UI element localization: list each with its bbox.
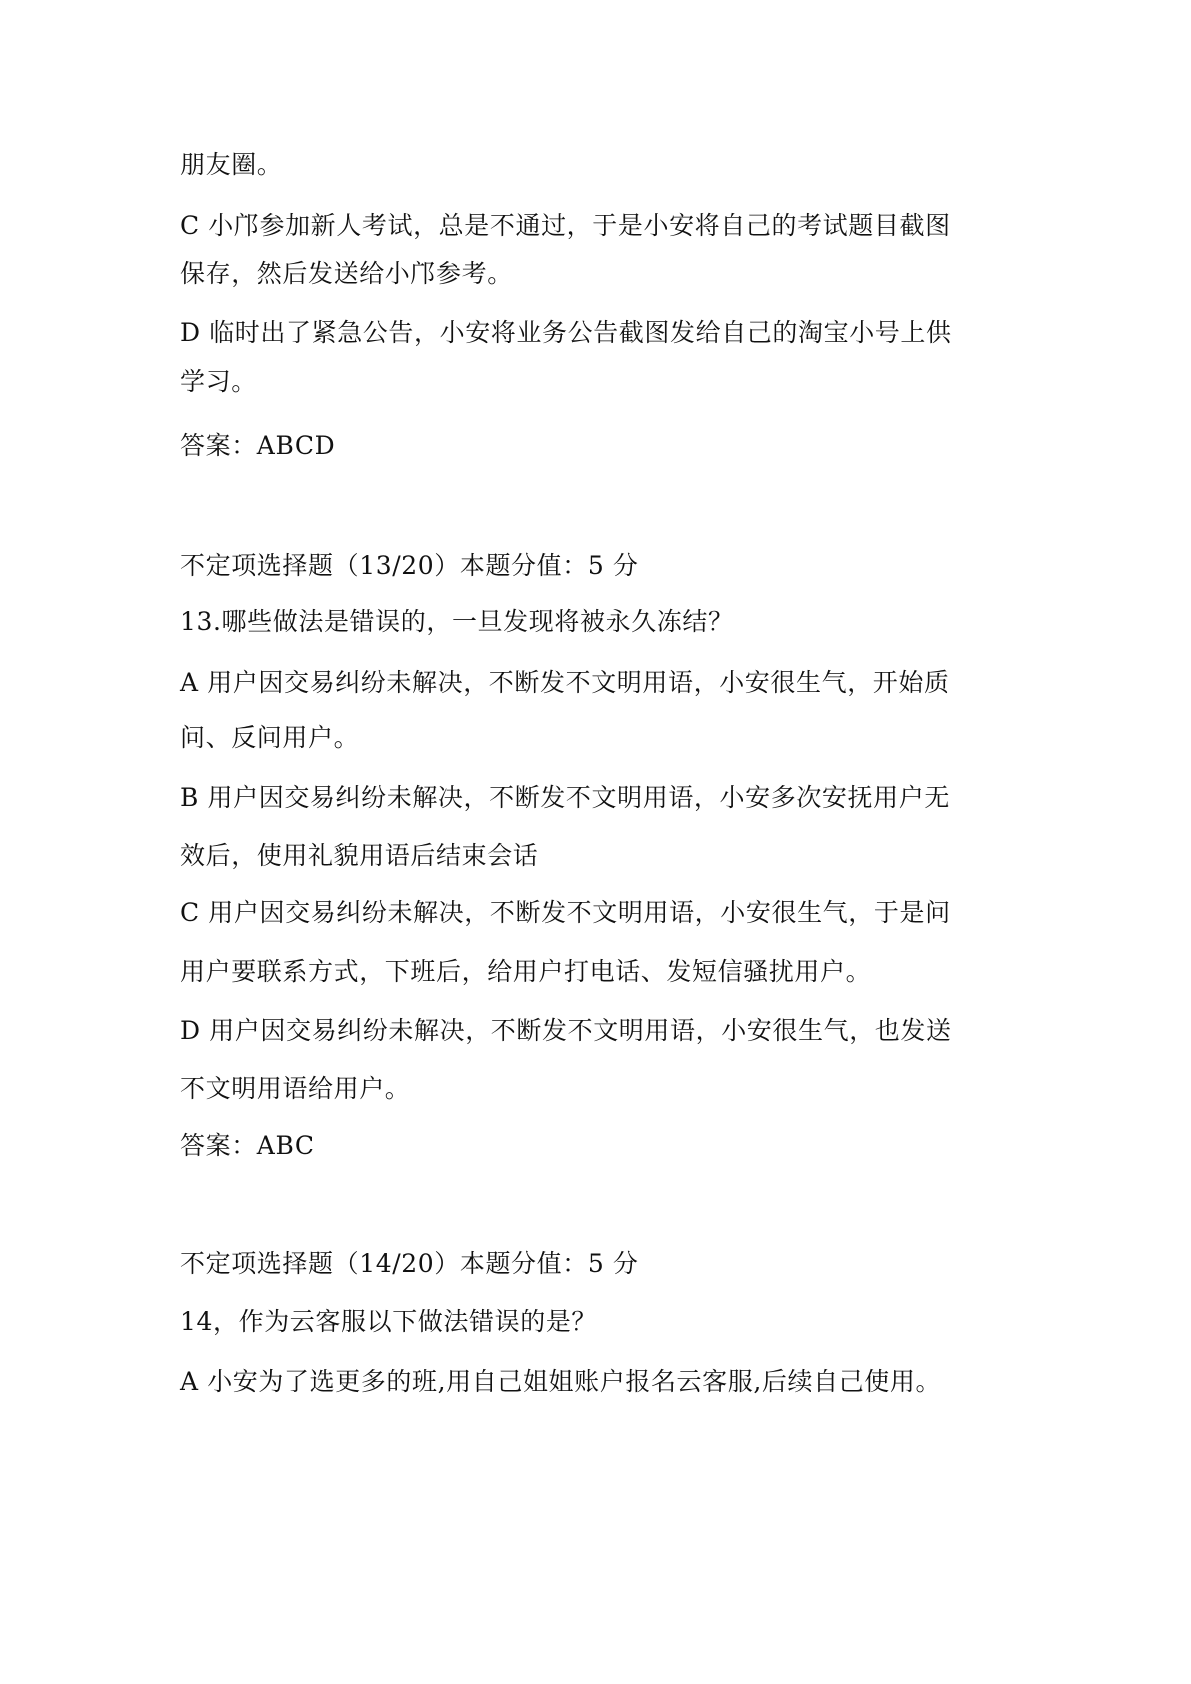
- question-14-text: 14，作为云客服以下做法错误的是？: [180, 1307, 598, 1336]
- question-13-option-b-line-1: B 用户因交易纠纷未解决，不断发不文明用语，小安多次安抚用户无: [180, 783, 950, 812]
- option-d-line-1: D 临时出了紧急公告，小安将业务公告截图发给自己的淘宝小号上供: [180, 318, 952, 347]
- option-c-line-1: C 小邝参加新人考试，总是不通过，于是小安将自己的考试题目截图: [180, 211, 951, 240]
- question-14-option-a: A 小安为了选更多的班,用自己姐姐账户报名云客服,后续自己使用。: [180, 1367, 942, 1396]
- answer-line-13: 答案：ABC: [180, 1131, 315, 1160]
- option-d-line-2: 学习。: [180, 367, 257, 396]
- question-13-option-b-line-2: 效后，使用礼貌用语后结束会话: [180, 841, 539, 870]
- question-13-option-a-line-1: A 用户因交易纠纷未解决，不断发不文明用语，小安很生气，开始质: [180, 668, 950, 697]
- question-13-option-d-line-2: 不文明用语给用户。: [180, 1074, 411, 1103]
- question-13-option-c-line-1: C 用户因交易纠纷未解决，不断发不文明用语，小安很生气，于是问: [180, 898, 951, 927]
- question-14-header: 不定项选择题（14/20）本题分值：5 分: [180, 1249, 639, 1278]
- question-13-text: 13.哪些做法是错误的，一旦发现将被永久冻结？: [180, 607, 734, 636]
- answer-line-12: 答案：ABCD: [180, 431, 336, 460]
- option-c-line-2: 保存，然后发送给小邝参考。: [180, 259, 513, 288]
- question-13-header: 不定项选择题（13/20）本题分值：5 分: [180, 551, 639, 580]
- question-13-option-c-line-2: 用户要联系方式，下班后，给用户打电话、发短信骚扰用户。: [180, 957, 872, 986]
- text-line-previous-option-end: 朋友圈。: [180, 150, 283, 179]
- question-13-option-d-line-1: D 用户因交易纠纷未解决，不断发不文明用语，小安很生气，也发送: [180, 1016, 952, 1045]
- question-13-option-a-line-2: 问、反问用户。: [180, 723, 360, 752]
